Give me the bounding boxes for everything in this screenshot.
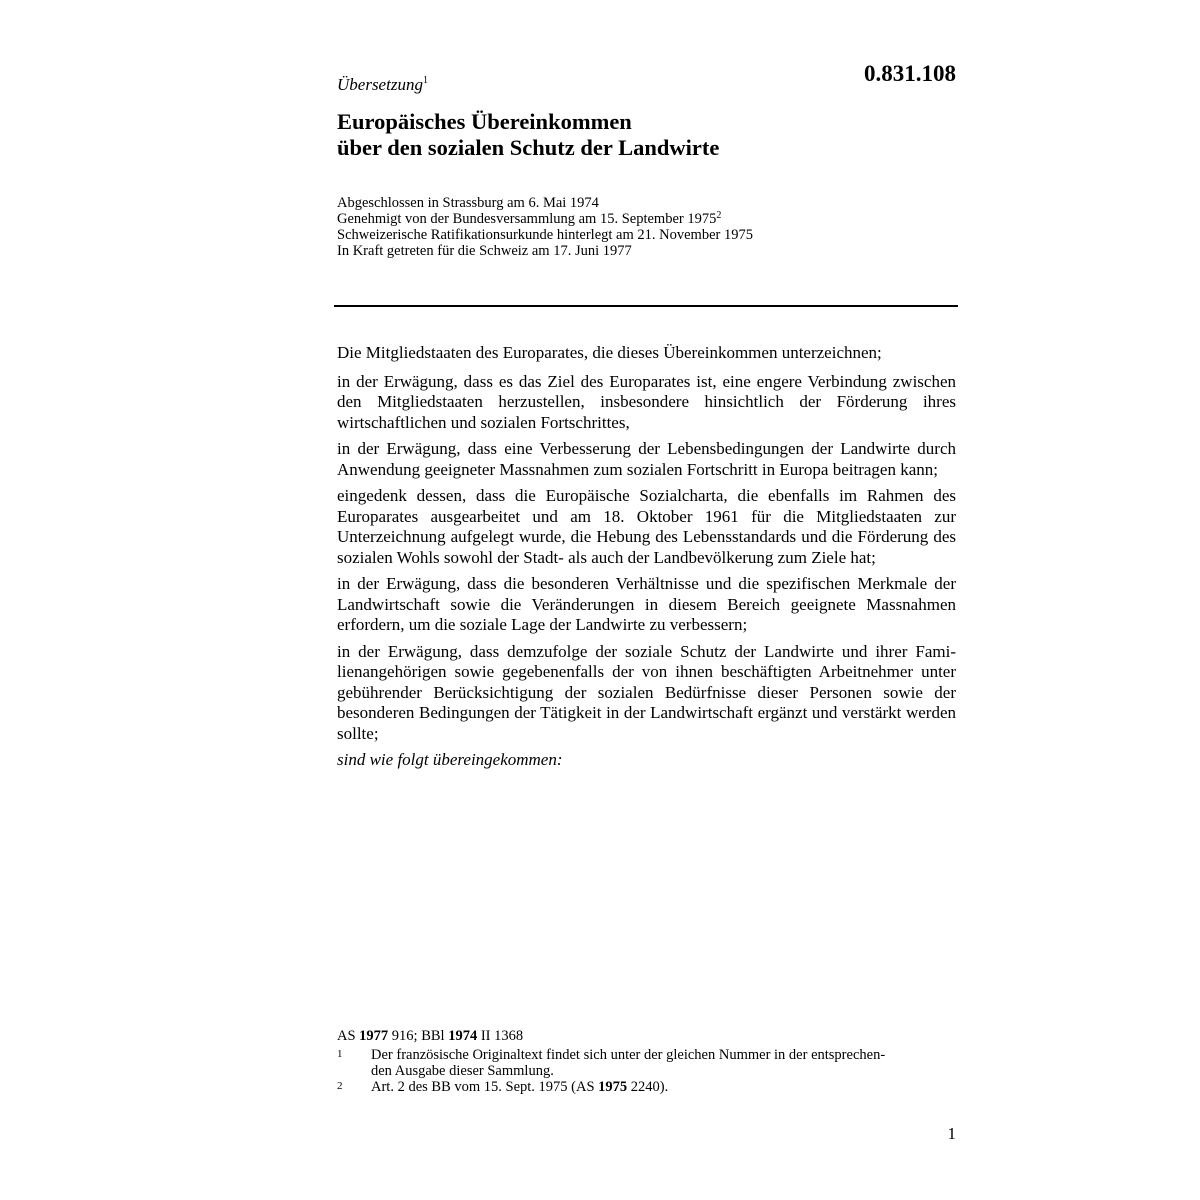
document-title [337, 109, 719, 161]
footnotes [337, 1047, 897, 1095]
preamble-closing: sind wie folgt übereingekommen: [337, 750, 563, 769]
footnote-ref-2[interactable]: 2 [716, 210, 722, 221]
preamble-paragraph-1: in der Erwägung, dass es das Ziel des Europarates ist, eine engere Verbindung zwischen den Mitgliedstaaten herzustellen, insbesondere hinsichtlich der Förderung ihres wirtschaftlichen und sozialen Fortschrittes, [337, 371, 956, 432]
meta-concluded: Abgeschlossen in Strassburg am 6. Mai 1974 [337, 195, 599, 211]
citation-bbl-year: 1974 [448, 1028, 478, 1044]
footnote-number: 1 [337, 1048, 343, 1060]
title-line-1: Europäisches Übereinkommen [337, 109, 632, 134]
preamble-paragraph-3: eingedenk dessen, dass die Europäische Sozialcharta, die ebenfalls im Rahmen des Europarates ausgearbeitet und am 18. Oktober 1961 für die Mitgliedstaaten zur Unterzeichnung aufgelegt wurde, die Hebung des Lebensstandards und die Förderung des sozialen Wohls sowohl der Stadt- als auch der Landbevölkerung zum Ziele hat; [337, 486, 956, 567]
title-line-2: über den sozialen Schutz der Landwirte [337, 135, 720, 160]
footnote-1 [337, 1047, 897, 1079]
preamble-intro: Die Mitgliedstaaten des Europarates, die dieses Übereinkommen unterzeichnen; [337, 343, 882, 362]
footnote-text-after: 2240). [627, 1079, 669, 1095]
footnote-text-before: Art. 2 des BB vom 15. Sept. 1975 (AS [371, 1079, 599, 1095]
sr-number: 0.831.108 [864, 61, 956, 86]
footnote-ref-1[interactable]: 1 [422, 75, 428, 86]
citation-bbl-ref: II 1368 [477, 1028, 524, 1044]
official-citation [337, 1028, 523, 1045]
page-number: 1 [947, 1124, 956, 1143]
citation-as-page: 916; BBl [388, 1028, 449, 1044]
document-metadata [337, 195, 753, 259]
meta-approved [337, 211, 753, 227]
header-divider [334, 305, 958, 307]
footnote-2 [337, 1079, 897, 1095]
footnote-number: 2 [337, 1080, 343, 1092]
footnote-text: Der französische Originaltext findet sich unter der gleichen Nummer in der entsprechen-den Ausgabe dieser Sammlung. [371, 1047, 886, 1079]
translation-label-text: Übersetzung [337, 75, 423, 94]
translation-label [337, 74, 428, 96]
preamble-paragraph-4: in der Erwägung, dass die besonderen Verhältnisse und die spezifischen Merkmale der Landwirtschaft sowie die Veränderungen in diesem Bereich geeignete Massnahmen erfordern, um die soziale Lage der Landwirte zu verbessern; [337, 574, 956, 634]
preamble-paragraph-2: in der Erwägung, dass eine Verbesserung der Lebensbedingungen der Landwirte durch Anwendung geeigneter Massnahmen zum sozialen Fortschritt in Europa beitragen kann; [337, 439, 956, 479]
footnote-text-bold: 1975 [598, 1079, 628, 1095]
preamble-paragraph-5: in der Erwägung, dass demzufolge der soziale Schutz der Landwirte und ihrer Familienangehörigen sowie gegebenenfalls der von ihnen beschäftigten Arbeitnehmer unter gebührender Berücksichtigung der sozialen Bedürfnisse dieser Personen sowie der besonderen Bedingungen der Tätigkeit in der Landwirtschaft ergänzt und verstärkt werden sollte; [337, 641, 956, 743]
meta-ratification: Schweizerische Ratifikationsurkunde hinterlegt am 21. November 1975 [337, 227, 753, 243]
meta-in-force: In Kraft getreten für die Schweiz am 17. Juni 1977 [337, 243, 632, 259]
citation-as-prefix: AS [337, 1028, 360, 1044]
meta-approved-text: Genehmigt von der Bundesversammlung am 15. September 1975 [337, 211, 717, 227]
footnote-text [371, 1079, 897, 1095]
preamble [337, 343, 956, 777]
citation-as-year: 1977 [359, 1028, 389, 1044]
